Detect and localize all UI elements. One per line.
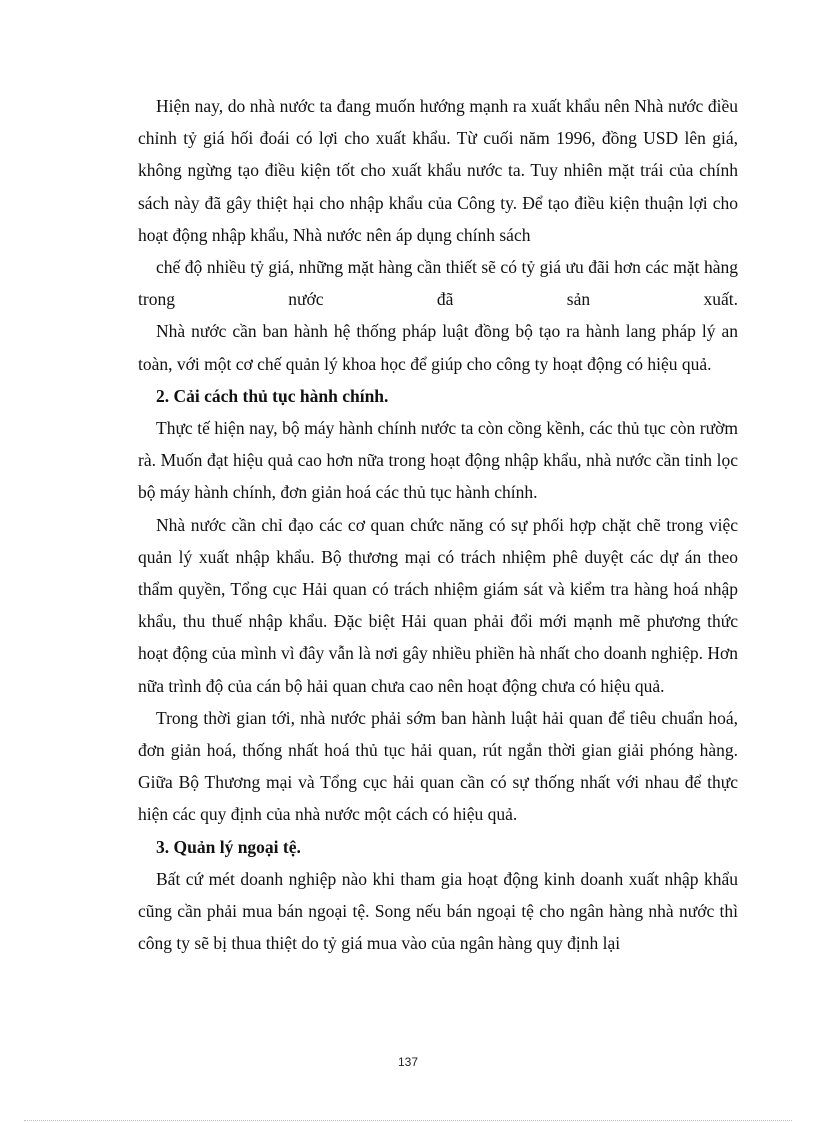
paragraph-admin-reality: Thực tế hiện nay, bộ máy hành chính nước ta còn cồng kềnh, các thủ tục còn rườm rà. Muốn đạt hiệu quả cao hơn nữa trong hoạt động nhập khẩu, nhà nước cần tinh lọc bộ máy hành chính, đơn giản hoá các thủ tục hành chính. — [138, 418, 738, 503]
page-body — [138, 90, 738, 959]
paragraph-exchange-rate-policy: Hiện nay, do nhà nước ta đang muốn hướng mạnh ra xuất khẩu nên Nhà nước điều chỉnh tỷ giá hối đoái có lợi cho xuất khẩu. Từ cuối năm 1996, đồng USD lên giá, không ngừng tạo điều kiện tốt cho xuất khẩu nước ta. Tuy nhiên mặt trái của chính sách này đã gây thiệt hại cho nhập khẩu của Công ty. Để tạo điều kiện thuận lợi cho hoạt động nhập khẩu, Nhà nước nên áp dụng chính sách — [138, 96, 738, 245]
paragraph-currency-trading: Bất cứ mét doanh nghiệp nào khi tham gia hoạt động kinh doanh xuất nhập khẩu cũng cần phải mua bán ngoại tệ. Song nếu bán ngoại tệ cho ngân hàng nhà nước thì công ty sẽ bị thua thiệt do tỷ giá mua vào của ngân hàng quy định lại — [138, 868, 738, 954]
paragraph-legal-framework: Nhà nước cần ban hành hệ thống pháp luật đồng bộ tạo ra hành lang pháp lý an toàn, với một cơ chế quản lý khoa học để giúp cho công ty hoạt động có hiệu quả. — [138, 321, 738, 374]
section-heading-admin-reform: 2. Cải cách thủ tục hành chính. — [156, 385, 389, 406]
footer-divider — [24, 1120, 792, 1121]
section-heading-foreign-currency: 3. Quản lý ngoại tệ. — [156, 836, 301, 857]
paragraph-agency-coordination: Nhà nước cần chỉ đạo các cơ quan chức năng có sự phối hợp chặt chẽ trong việc quản lý xuất nhập khẩu. Bộ thương mại có trách nhiệm phê duyệt các dự án theo thẩm quyền, Tổng cục Hải quan có trách nhiệm giám sát và kiểm tra hàng hoá nhập khẩu, thu thuế nhập khẩu. Đặc biệt Hải quan phải đổi mới mạnh mẽ phương thức hoạt động của mình vì đây vẫn là nơi gây nhiều phiền hà nhất cho doanh nghiệp. Hơn nữa trình độ của cán bộ hải quan chưa cao nên hoạt động chưa có hiệu quả. — [138, 514, 738, 696]
paragraph-multiple-rates: chế độ nhiều tỷ giá, những mặt hàng cần thiết sẽ có tỷ giá ưu đãi hơn các mặt hàng trong nước đã sản xuất. — [138, 257, 738, 310]
paragraph-customs-law: Trong thời gian tới, nhà nước phải sớm ban hành luật hải quan để tiêu chuẩn hoá, đơn giản hoá, thống nhất hoá thủ tục hải quan, rút ngắn thời gian giải phóng hàng. Giữa Bộ Thương mại và Tổng cục hải quan cần có sự thống nhất với nhau để thực hiện các quy định của nhà nước một cách có hiệu quả. — [138, 707, 738, 825]
page-number: 137 — [397, 1055, 419, 1069]
